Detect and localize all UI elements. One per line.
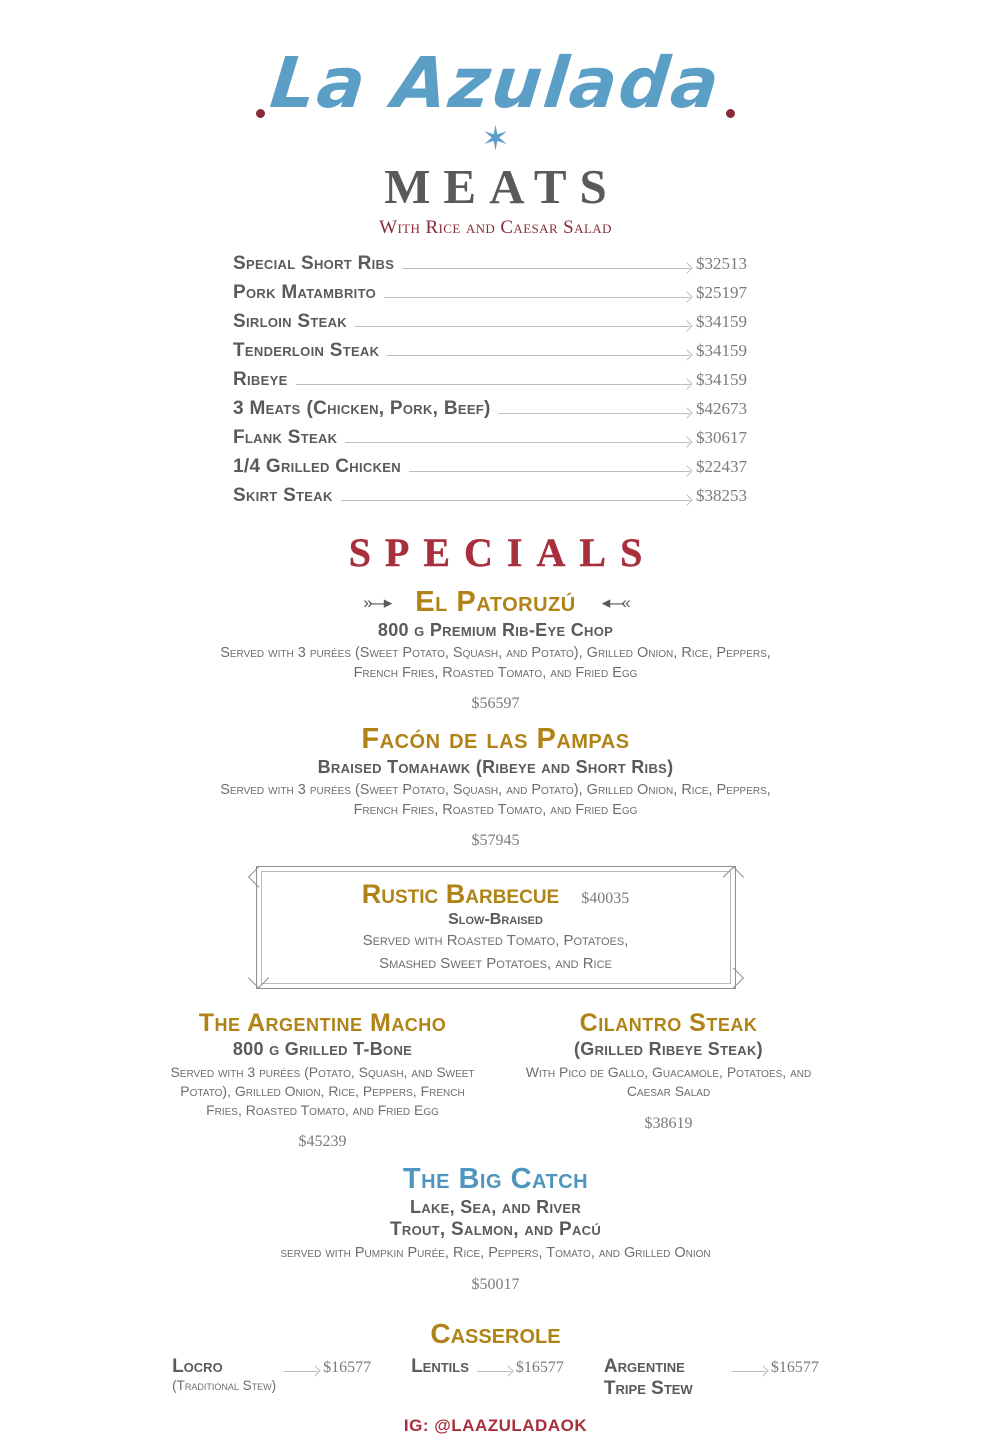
meat-name: 1/4 Grilled Chicken bbox=[233, 456, 401, 477]
meat-price: $25197 bbox=[696, 283, 747, 302]
leader-line bbox=[355, 326, 690, 327]
special-cilantro-steak bbox=[509, 1009, 829, 1152]
leader-line bbox=[387, 355, 690, 356]
special-facon-de-las-pampas bbox=[0, 723, 991, 850]
casserole-name: Lentils bbox=[411, 1355, 469, 1377]
leader-line bbox=[732, 1371, 766, 1372]
meat-name: 3 Meats bbox=[233, 398, 301, 419]
instagram-handle[interactable]: IG: @LAAZULADAOK bbox=[403, 1415, 588, 1435]
special-price: $38619 bbox=[644, 1114, 693, 1132]
leader-line bbox=[477, 1371, 511, 1372]
frame-corner-icon bbox=[722, 967, 743, 988]
list-item bbox=[233, 369, 758, 391]
list-item bbox=[233, 427, 758, 449]
meat-name: Sirloin Steak bbox=[233, 311, 347, 332]
casserole-name: Argentine Tripe Stew bbox=[603, 1355, 693, 1399]
meat-price: $42673 bbox=[696, 399, 747, 418]
special-price: $50017 bbox=[471, 1275, 520, 1293]
specials-title: SPECIALS bbox=[348, 530, 657, 575]
meats-list bbox=[233, 253, 758, 507]
leader-line bbox=[402, 268, 690, 269]
special-el-patoruzu bbox=[0, 586, 991, 713]
meat-name: Pork Matambrito bbox=[233, 282, 376, 303]
special-price: $40035 bbox=[581, 890, 630, 908]
casserole-note: (Traditional Stew) bbox=[172, 1377, 277, 1393]
leader-line bbox=[341, 500, 690, 501]
meat-name: Special Short Ribs bbox=[233, 253, 395, 274]
casserole-title: Casserole bbox=[430, 1317, 561, 1349]
meat-name: Skirt Steak bbox=[233, 485, 333, 506]
brand-header bbox=[0, 0, 991, 239]
special-big-catch bbox=[0, 1163, 991, 1294]
casserole-name: Locro bbox=[172, 1355, 223, 1377]
special-description-line2: Smashed Sweet Potatoes, and Rice bbox=[379, 954, 612, 972]
leader-line bbox=[384, 297, 690, 298]
meat-name: Tenderloin Steak bbox=[233, 340, 380, 361]
casserole-price: $16577 bbox=[770, 1358, 819, 1376]
frame-corner-icon bbox=[722, 867, 743, 888]
special-description: With Pico de Gallo, Guacamole, Potatoes, and Caesar Salad bbox=[525, 1063, 812, 1099]
special-price: $45239 bbox=[298, 1133, 347, 1151]
special-name: Rustic Barbecue bbox=[361, 879, 560, 910]
special-price: $57945 bbox=[471, 832, 520, 850]
list-item bbox=[233, 282, 758, 304]
special-name: Cilantro Steak bbox=[579, 1008, 758, 1037]
special-subtitle: Lake, Sea, and River bbox=[409, 1197, 582, 1218]
special-description: Served with 3 purées (Potato, Squash, and Sweet Potato), Grilled Onion, Rice, Peppers, French Fries, Roasted Tomato, and Fried Egg bbox=[170, 1063, 475, 1118]
casserole-price: $16577 bbox=[323, 1358, 372, 1376]
casserole-price: $16577 bbox=[515, 1358, 564, 1376]
special-argentine-macho bbox=[163, 1009, 483, 1152]
special-price: $56597 bbox=[471, 695, 520, 713]
meat-price: $30617 bbox=[696, 428, 747, 447]
special-name: The Big Catch bbox=[402, 1163, 589, 1196]
special-subtitle: Slow-Braised bbox=[448, 911, 543, 929]
leader-line bbox=[345, 442, 690, 443]
special-subtitle: Braised Tomahawk (Ribeye and Short Ribs) bbox=[317, 757, 674, 778]
six-point-star-icon: ✶ bbox=[481, 120, 510, 158]
casserole-list bbox=[0, 1356, 991, 1400]
meat-name: Flank Steak bbox=[233, 427, 338, 448]
meat-price: $34159 bbox=[696, 370, 747, 389]
leader-line bbox=[499, 413, 690, 414]
special-description-line1: Served with Roasted Tomato, Potatoes, bbox=[362, 932, 629, 950]
meat-price: $32513 bbox=[696, 254, 747, 273]
list-item bbox=[233, 340, 758, 362]
meat-name: Ribeye bbox=[233, 369, 288, 390]
special-name: El Patoruzú bbox=[415, 586, 576, 618]
list-item bbox=[233, 485, 758, 507]
arrow-right-icon: »—▸ bbox=[363, 592, 390, 612]
leader-line bbox=[296, 384, 690, 385]
list-item bbox=[604, 1356, 819, 1400]
arrow-left-icon: ◂—« bbox=[601, 592, 628, 612]
special-description: served with Pumpkin Purée, Rice, Peppers, Tomato, and Grilled Onion bbox=[280, 1245, 711, 1262]
list-item bbox=[233, 311, 758, 333]
meat-note: (Chicken, Pork, Beef) bbox=[306, 398, 491, 419]
meat-price: $34159 bbox=[696, 341, 747, 360]
leader-line bbox=[284, 1371, 318, 1372]
leader-line bbox=[409, 471, 690, 472]
frame-corner-icon bbox=[247, 967, 268, 988]
list-item bbox=[172, 1356, 371, 1393]
list-item bbox=[411, 1356, 564, 1378]
meat-price: $38253 bbox=[696, 486, 747, 505]
special-description: Served with 3 purées (Sweet Potato, Squash, and Potato), Grilled Onion, Rice, Peppers, French Fries, Roasted Tomato, and Fried Egg bbox=[220, 645, 771, 681]
list-item bbox=[233, 398, 758, 420]
meat-price: $34159 bbox=[696, 312, 747, 331]
special-rustic-barbecue bbox=[256, 866, 736, 989]
brand-name: La Azulada bbox=[266, 42, 725, 124]
page-subtitle: With Rice and Caesar Salad bbox=[379, 217, 612, 238]
special-name: Facón de las Pampas bbox=[361, 723, 630, 756]
brand-dot-left-icon bbox=[256, 109, 265, 118]
frame-corner-icon bbox=[247, 867, 268, 888]
special-subtitle-2: Trout, Salmon, and Pacú bbox=[389, 1219, 602, 1241]
special-name: The Argentine Macho bbox=[198, 1008, 447, 1037]
special-subtitle: (Grilled Ribeye Steak) bbox=[574, 1038, 763, 1059]
special-subtitle: 800 g Premium Rib-Eye Chop bbox=[377, 620, 614, 640]
special-subtitle: 800 g Grilled T-Bone bbox=[232, 1038, 413, 1059]
specials-two-column bbox=[0, 1009, 991, 1152]
brand-dot-right-icon bbox=[726, 109, 735, 118]
meat-price: $22437 bbox=[696, 457, 747, 476]
list-item bbox=[233, 456, 758, 478]
list-item bbox=[233, 253, 758, 275]
page-title: MEATS bbox=[384, 159, 620, 214]
special-description: Served with 3 purées (Sweet Potato, Squash, and Potato), Grilled Onion, Rice, Peppers, French Fries, Roasted Tomato, and Fried Egg bbox=[220, 782, 771, 818]
